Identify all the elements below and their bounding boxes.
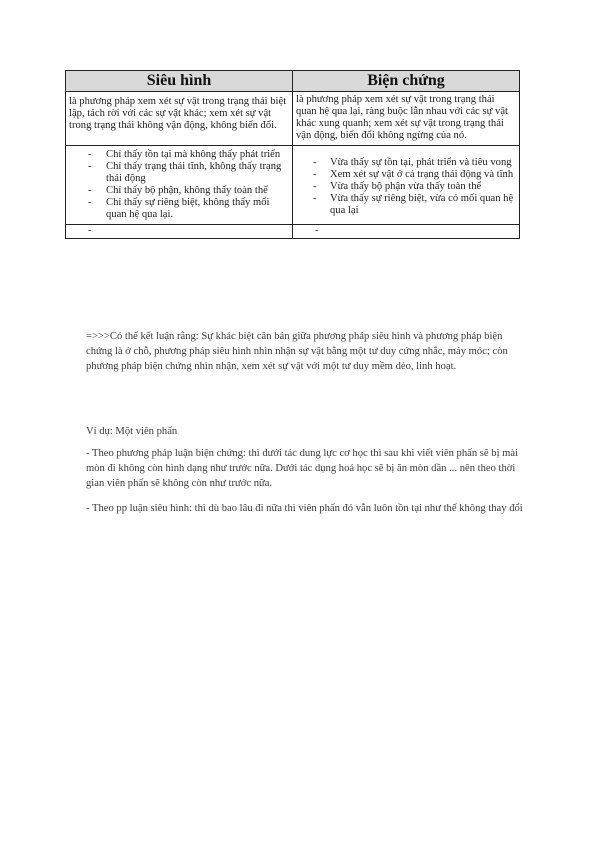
header-sieu-hinh: Siêu hình [66, 71, 293, 92]
example-title: Ví dụ: Một viên phấn [86, 426, 178, 437]
list-item: - Chỉ thấy bộ phận, không thấy toàn thể [66, 185, 288, 197]
list-item: - Chỉ thấy sự riêng biệt, không thấy mối quan hệ qua lại. [66, 197, 288, 221]
empty-row [66, 225, 520, 239]
definition-bien-chung: là phương pháp xem xét sự vật trong trạng thái quan hệ qua lại, ràng buộc lẫn nhau với các sự vật khác xung quanh; xem xét sự vật trong trạng thái vận động, biến đổi không ngừng của nó. [296, 94, 508, 141]
sieu-hinh-points-list [66, 146, 292, 224]
example-dialectic-paragraph: - Theo phương pháp luận biện chứng: thì dưới tác dung lực cơ học thì sau khi viết viên phấn sẽ bị mài mòn đi không còn hình dạng như trước nữa. Dưới tác dụng hoá học sẽ bị ăn mòn dần ... nên theo thời gian viên phấn sẽ không còn như trước nữa. [86, 448, 519, 489]
definition-row [66, 92, 520, 146]
list-item: - Chỉ thấy tồn tại mà không thấy phát triển [66, 149, 288, 161]
example-metaphysic-paragraph: - Theo pp luận siêu hình: thì dù bao lâu đi nữa thì viên phấn đó vẫn luôn tồn tại như thế không thay đổi [86, 503, 523, 514]
bien-chung-points-list [293, 146, 519, 223]
list-item: - Chỉ thấy trạng thái tĩnh, không thấy trạng thái động [66, 161, 288, 185]
list-item: - Vừa thấy sự riêng biệt, vừa có mối quan hệ qua lại [293, 193, 515, 217]
conclusion-paragraph: =>>>Có thể kết luận rằng: Sự khác biệt căn bản giữa phương pháp siêu hình và phương pháp biện chứng là ở chỗ, phương pháp siêu hình nhìn nhận sự vật bằng một tư duy cứng nhắc, máy móc; còn phương pháp biện chứng nhìn nhận, xem xét sự vật với một tư duy mềm dẻo, linh hoạt. [86, 331, 508, 372]
comparison-table [65, 70, 520, 239]
definition-sieu-hinh: là phương pháp xem xét sự vật trong trạng thái biệt lập, tách rời với các sự vật khác; xem xét sự vật trong trạng thái không vận động, không biến đổi. [69, 96, 287, 131]
table-header-row [66, 71, 520, 92]
header-bien-chung: Biện chứng [293, 71, 520, 92]
list-item: - Vừa thấy bộ phận vừa thấy toàn thể [293, 181, 515, 193]
empty-cell-right: - [315, 225, 319, 236]
characteristics-row [66, 146, 520, 225]
list-item: - Xem xét sự vật ở cả trạng thái động và tĩnh [293, 169, 515, 181]
empty-cell-left: - [88, 225, 92, 236]
list-item: - Vừa thấy sự tồn tại, phát triển và tiêu vong [293, 157, 515, 169]
